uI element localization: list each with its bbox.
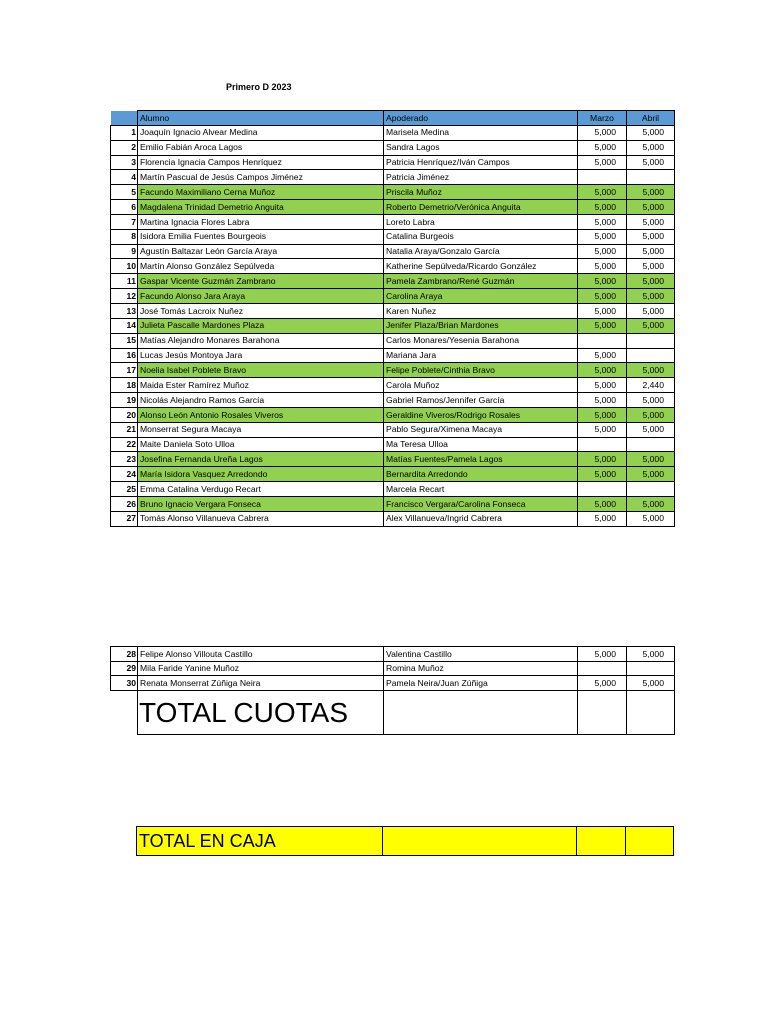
apoderado-cell[interactable]: Carlos Monares/Yesenia Barahona (384, 333, 578, 348)
row-number-cell: 30 (111, 676, 138, 691)
row-number-cell: 1 (111, 125, 138, 140)
abril-cell[interactable]: 5,000 (627, 125, 675, 140)
abril-cell[interactable]: 5,000 (627, 496, 675, 511)
marzo-cell[interactable]: 5,000 (578, 452, 627, 467)
abril-cell[interactable] (627, 482, 675, 497)
table-row (111, 452, 675, 467)
header-alumno[interactable]: Alumno (138, 111, 384, 126)
alumno-cell[interactable]: Monserrat Segura Macaya (138, 422, 384, 437)
abril-cell[interactable]: 5,000 (627, 259, 675, 274)
alumno-cell[interactable]: Isidora Emilia Fuentes Bourgeois (138, 229, 384, 244)
table-row (111, 200, 675, 215)
alumno-cell[interactable]: Martín Pascual de Jesús Campos Jiménez (138, 170, 384, 185)
table-row (111, 378, 675, 393)
apoderado-cell[interactable]: Patricia Jiménez (384, 170, 578, 185)
alumno-cell[interactable]: Emma Catalina Verdugo Recart (138, 482, 384, 497)
abril-cell[interactable]: 5,000 (627, 318, 675, 333)
total-caja-label[interactable]: TOTAL EN CAJA (137, 827, 383, 856)
marzo-cell[interactable] (578, 333, 627, 348)
abril-cell[interactable]: 5,000 (627, 244, 675, 259)
row-number-cell: 28 (111, 647, 138, 662)
apoderado-cell[interactable]: Francisco Vergara/Carolina Fonseca (384, 496, 578, 511)
apoderado-cell[interactable]: Mariana Jara (384, 348, 578, 363)
alumno-cell[interactable]: Bruno Ignacio Vergara Fonseca (138, 496, 384, 511)
alumno-cell[interactable]: Martina Ignacia Flores Labra (138, 214, 384, 229)
sheet-title: Primero D 2023 (226, 82, 292, 92)
apoderado-cell[interactable]: Loreto Labra (384, 214, 578, 229)
table-row (111, 318, 675, 333)
table-row (111, 647, 675, 662)
table-row (111, 274, 675, 289)
apoderado-cell[interactable]: Geraldine Viveros/Rodrigo Rosales (384, 407, 578, 422)
total-cuotas-marzo-cell[interactable] (578, 691, 627, 735)
total-caja-apoderado-cell[interactable] (383, 827, 577, 856)
abril-cell[interactable]: 5,000 (627, 214, 675, 229)
abril-cell[interactable]: 5,000 (627, 393, 675, 408)
table-row (111, 259, 675, 274)
table-row (111, 348, 675, 363)
abril-cell[interactable]: 5,000 (627, 511, 675, 526)
marzo-cell[interactable]: 5,000 (578, 214, 627, 229)
marzo-cell[interactable]: 5,000 (578, 200, 627, 215)
apoderado-cell[interactable]: Catalina Burgeois (384, 229, 578, 244)
table-row (111, 437, 675, 452)
alumno-cell[interactable]: Tomás Alonso Villanueva Cabrera (138, 511, 384, 526)
marzo-cell[interactable]: 5,000 (578, 244, 627, 259)
row-number-cell: 26 (111, 496, 138, 511)
marzo-cell[interactable] (578, 482, 627, 497)
table-row (111, 482, 675, 497)
alumno-cell[interactable]: María Isidora Vasquez Arredondo (138, 467, 384, 482)
table-row (111, 511, 675, 526)
abril-cell[interactable]: 5,000 (627, 289, 675, 304)
apoderado-cell[interactable]: Romina Muñoz (384, 661, 578, 676)
alumno-cell[interactable]: Felipe Alonso Villouta Castillo (138, 647, 384, 662)
alumno-cell[interactable]: Facundo Alonso Jara Araya (138, 289, 384, 304)
table-row (111, 229, 675, 244)
marzo-cell[interactable]: 5,000 (578, 140, 627, 155)
alumno-cell[interactable]: Martín Alonso González Sepúlveda (138, 259, 384, 274)
row-number-cell: 27 (111, 511, 138, 526)
header-blank-cell (111, 111, 138, 126)
total-caja-table (136, 826, 674, 856)
header-abril[interactable]: Abril (627, 111, 675, 126)
alumno-cell[interactable]: José Tomás Lacroix Nuñez (138, 303, 384, 318)
row-number-cell: 14 (111, 318, 138, 333)
table-row (111, 214, 675, 229)
table-row (111, 661, 675, 676)
row-number-cell: 22 (111, 437, 138, 452)
marzo-cell[interactable] (578, 170, 627, 185)
row-number-cell: 3 (111, 155, 138, 170)
abril-cell[interactable]: 5,000 (627, 647, 675, 662)
abril-cell[interactable]: 5,000 (627, 200, 675, 215)
header-apoderado[interactable]: Apoderado (384, 111, 578, 126)
marzo-cell[interactable] (578, 661, 627, 676)
apoderado-cell[interactable]: Sandra Lagos (384, 140, 578, 155)
total-caja-marzo-cell[interactable] (577, 827, 626, 856)
alumno-cell[interactable]: Renata Monserrat Zúñiga Neira (138, 676, 384, 691)
row-number-cell: 18 (111, 378, 138, 393)
row-number-cell: 9 (111, 244, 138, 259)
row-number-cell: 29 (111, 661, 138, 676)
row-number-cell: 8 (111, 229, 138, 244)
abril-cell[interactable]: 5,000 (627, 185, 675, 200)
table-row (111, 303, 675, 318)
apoderado-cell[interactable]: Patricia Henríquez/Iván Campos (384, 155, 578, 170)
table-row (111, 244, 675, 259)
marzo-cell[interactable]: 5,000 (578, 274, 627, 289)
apoderado-cell[interactable]: Priscila Muñoz (384, 185, 578, 200)
row-number-cell: 2 (111, 140, 138, 155)
abril-cell[interactable]: 2,440 (627, 378, 675, 393)
marzo-cell[interactable]: 5,000 (578, 318, 627, 333)
abril-cell[interactable]: 5,000 (627, 467, 675, 482)
marzo-cell[interactable]: 5,000 (578, 155, 627, 170)
alumno-cell[interactable]: Nicolás Alejandro Ramos García (138, 393, 384, 408)
alumno-cell[interactable]: Magdalena Trinidad Demetrio Anguita (138, 200, 384, 215)
alumno-cell[interactable]: Maite Daniela Soto Ulloa (138, 437, 384, 452)
alumno-cell[interactable]: Josefina Fernanda Ureña Lagos (138, 452, 384, 467)
table-row (111, 185, 675, 200)
table-row (111, 676, 675, 691)
row-number-cell: 4 (111, 170, 138, 185)
apoderado-cell[interactable]: Roberto Demetrio/Verónica Anguita (384, 200, 578, 215)
total-cuotas-row (111, 691, 675, 735)
apoderado-cell[interactable]: Natalia Araya/Gonzalo García (384, 244, 578, 259)
apoderado-cell[interactable]: Bernardita Arredondo (384, 467, 578, 482)
row-number-cell: 17 (111, 363, 138, 378)
alumno-cell[interactable]: Alonso León Antonio Rosales Viveros (138, 407, 384, 422)
abril-cell[interactable]: 5,000 (627, 155, 675, 170)
abril-cell[interactable]: 5,000 (627, 407, 675, 422)
apoderado-cell[interactable]: Felipe Poblete/Cinthia Bravo (384, 363, 578, 378)
apoderado-cell[interactable]: Pamela Neira/Juan Zúñiga (384, 676, 578, 691)
total-cuotas-apoderado-cell[interactable] (384, 691, 578, 735)
apoderado-cell[interactable]: Gabriel Ramos/Jennifer García (384, 393, 578, 408)
apoderado-cell[interactable]: Ma Teresa Ulloa (384, 437, 578, 452)
marzo-cell[interactable]: 5,000 (578, 511, 627, 526)
row-number-cell: 25 (111, 482, 138, 497)
abril-cell[interactable]: 5,000 (627, 274, 675, 289)
table-row (111, 467, 675, 482)
alumno-cell[interactable]: Florencia Ignacia Campos Henríquez (138, 155, 384, 170)
row-number-cell: 10 (111, 259, 138, 274)
table-row (111, 496, 675, 511)
row-number-cell: 19 (111, 393, 138, 408)
total-caja-abril-cell[interactable] (626, 827, 674, 856)
marzo-cell[interactable]: 5,000 (578, 393, 627, 408)
alumno-cell[interactable]: Agustín Baltazar León García Araya (138, 244, 384, 259)
abril-cell[interactable]: 5,000 (627, 303, 675, 318)
students-table-continued (110, 646, 675, 735)
marzo-cell[interactable]: 5,000 (578, 467, 627, 482)
table-row (111, 422, 675, 437)
abril-cell[interactable]: 5,000 (627, 676, 675, 691)
row-number-cell: 24 (111, 467, 138, 482)
header-row (111, 111, 675, 126)
alumno-cell[interactable]: Mila Faride Yanine Muñoz (138, 661, 384, 676)
abril-cell[interactable] (627, 437, 675, 452)
alumno-cell[interactable]: Facundo Maximiliano Cerna Muñoz (138, 185, 384, 200)
total-cuotas-abril-cell[interactable] (627, 691, 675, 735)
header-marzo[interactable]: Marzo (578, 111, 627, 126)
row-number-cell: 5 (111, 185, 138, 200)
table-row (111, 333, 675, 348)
abril-cell[interactable]: 5,000 (627, 452, 675, 467)
marzo-cell[interactable]: 5,000 (578, 125, 627, 140)
abril-cell[interactable] (627, 170, 675, 185)
marzo-cell[interactable]: 5,000 (578, 229, 627, 244)
alumno-cell[interactable]: Emilio Fabián Aroca Lagos (138, 140, 384, 155)
row-number-cell: 7 (111, 214, 138, 229)
marzo-cell[interactable]: 5,000 (578, 496, 627, 511)
marzo-cell[interactable]: 5,000 (578, 363, 627, 378)
total-cuotas-label[interactable]: TOTAL CUOTAS (138, 691, 384, 735)
marzo-cell[interactable] (578, 437, 627, 452)
alumno-cell[interactable]: Noelia Isabel Poblete Bravo (138, 363, 384, 378)
marzo-cell[interactable]: 5,000 (578, 289, 627, 304)
apoderado-cell[interactable]: Carolina Araya (384, 289, 578, 304)
apoderado-cell[interactable]: Alex Villanueva/Ingrid Cabrera (384, 511, 578, 526)
students-table (110, 110, 675, 527)
apoderado-cell[interactable]: Valentina Castillo (384, 647, 578, 662)
alumno-cell[interactable]: Gaspar Vicente Guzmán Zambrano (138, 274, 384, 289)
abril-cell[interactable] (627, 348, 675, 363)
apoderado-cell[interactable]: Pamela Zambrano/René Guzmán (384, 274, 578, 289)
table-row (111, 407, 675, 422)
alumno-cell[interactable]: Lucas Jesús Montoya Jara (138, 348, 384, 363)
marzo-cell[interactable]: 5,000 (578, 422, 627, 437)
apoderado-cell[interactable]: Karen Nuñez (384, 303, 578, 318)
row-number-cell: 12 (111, 289, 138, 304)
table-row (111, 289, 675, 304)
alumno-cell[interactable]: Maida Ester Ramírez Muñoz (138, 378, 384, 393)
total-cuotas-blank (111, 691, 138, 735)
apoderado-cell[interactable]: Matías Fuentes/Pamela Lagos (384, 452, 578, 467)
abril-cell[interactable] (627, 661, 675, 676)
abril-cell[interactable] (627, 333, 675, 348)
marzo-cell[interactable]: 5,000 (578, 647, 627, 662)
table-row (111, 170, 675, 185)
abril-cell[interactable]: 5,000 (627, 363, 675, 378)
row-number-cell: 13 (111, 303, 138, 318)
alumno-cell[interactable]: Julieta Pascalle Mardones Plaza (138, 318, 384, 333)
table-row (111, 125, 675, 140)
apoderado-cell[interactable]: Marcela Recart (384, 482, 578, 497)
table-row (111, 393, 675, 408)
marzo-cell[interactable]: 5,000 (578, 407, 627, 422)
abril-cell[interactable]: 5,000 (627, 422, 675, 437)
row-number-cell: 11 (111, 274, 138, 289)
alumno-cell[interactable]: Matías Alejandro Monares Barahona (138, 333, 384, 348)
table-row (111, 363, 675, 378)
row-number-cell: 23 (111, 452, 138, 467)
row-number-cell: 20 (111, 407, 138, 422)
marzo-cell[interactable]: 5,000 (578, 185, 627, 200)
marzo-cell[interactable]: 5,000 (578, 348, 627, 363)
row-number-cell: 21 (111, 422, 138, 437)
abril-cell[interactable]: 5,000 (627, 229, 675, 244)
marzo-cell[interactable]: 5,000 (578, 303, 627, 318)
table-row (111, 155, 675, 170)
apoderado-cell[interactable]: Katherine Sepúlveda/Ricardo González (384, 259, 578, 274)
table-row (111, 140, 675, 155)
marzo-cell[interactable]: 5,000 (578, 676, 627, 691)
alumno-cell[interactable]: Joaquín Ignacio Alvear Medina (138, 125, 384, 140)
marzo-cell[interactable]: 5,000 (578, 259, 627, 274)
total-caja-row (137, 827, 674, 856)
abril-cell[interactable]: 5,000 (627, 140, 675, 155)
marzo-cell[interactable]: 5,000 (578, 378, 627, 393)
row-number-cell: 15 (111, 333, 138, 348)
apoderado-cell[interactable]: Marisela Medina (384, 125, 578, 140)
apoderado-cell[interactable]: Carola Muñoz (384, 378, 578, 393)
apoderado-cell[interactable]: Jenifer Plaza/Brian Mardones (384, 318, 578, 333)
apoderado-cell[interactable]: Pablo Segura/Ximena Macaya (384, 422, 578, 437)
row-number-cell: 6 (111, 200, 138, 215)
row-number-cell: 16 (111, 348, 138, 363)
